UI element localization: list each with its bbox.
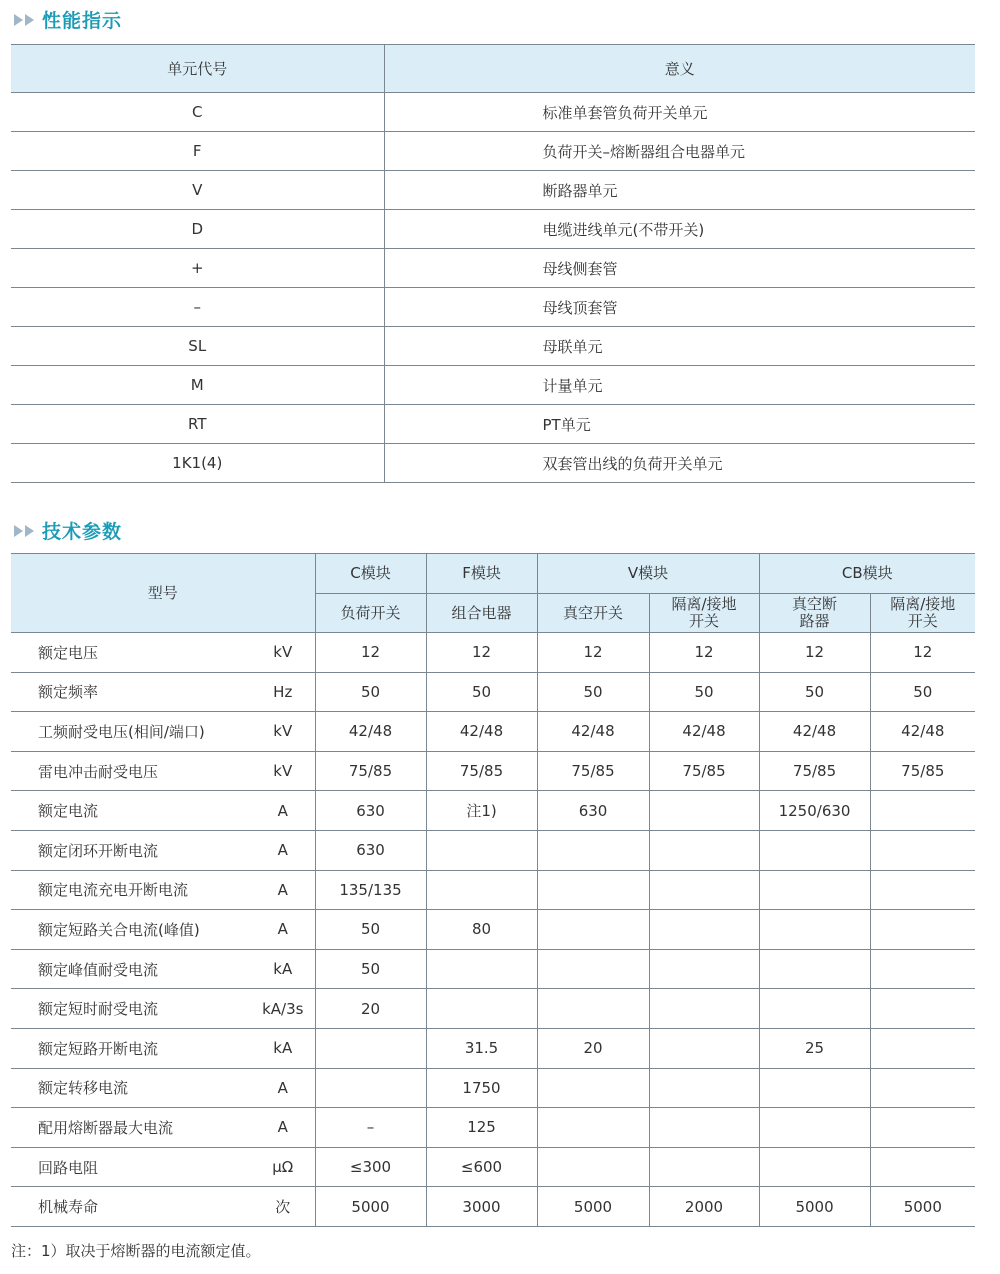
meaning-cell: 计量单元 — [384, 366, 975, 405]
param-unit-cell: A — [251, 1068, 315, 1108]
value-cell — [649, 1108, 759, 1148]
section-title-text: 性能指示 — [42, 10, 123, 32]
value-cell — [759, 1147, 870, 1187]
subheader-line: 组合电器 — [451, 603, 512, 622]
value-cell: 50 — [315, 910, 426, 950]
subheader-cell — [315, 594, 426, 633]
table-row — [11, 210, 975, 249]
value-cell: 50 — [870, 672, 975, 712]
value-cell — [759, 910, 870, 950]
value-cell: 31.5 — [426, 1028, 537, 1068]
value-cell: 50 — [315, 672, 426, 712]
table-row — [11, 249, 975, 288]
value-cell: 75/85 — [870, 751, 975, 791]
subheader-line: 路器 — [799, 612, 830, 630]
value-cell — [759, 989, 870, 1029]
value-cell: 42/48 — [426, 712, 537, 752]
unit-code-cell: F — [11, 132, 384, 171]
value-cell — [870, 791, 975, 831]
value-cell: 3000 — [426, 1187, 537, 1227]
header-model: 型号 — [11, 554, 315, 633]
unit-code-cell: 1K1(4) — [11, 444, 384, 483]
value-cell — [870, 1028, 975, 1068]
value-cell: 50 — [649, 672, 759, 712]
table-row — [11, 830, 975, 870]
table-row — [11, 1187, 975, 1227]
value-cell: 630 — [315, 830, 426, 870]
param-unit-cell: A — [251, 1108, 315, 1148]
value-cell: ≤600 — [426, 1147, 537, 1187]
param-name-cell: 配用熔断器最大电流 — [11, 1108, 251, 1148]
value-cell — [870, 989, 975, 1029]
subheader-line: 负荷开关 — [340, 603, 401, 622]
value-cell — [870, 830, 975, 870]
param-unit-cell: 次 — [251, 1187, 315, 1227]
section-title-tech-params — [14, 517, 122, 544]
value-cell: 630 — [537, 791, 649, 831]
subheader-cell — [759, 594, 870, 633]
param-name-cell: 额定闭环开断电流 — [11, 830, 251, 870]
value-cell — [649, 1068, 759, 1108]
section-title-performance — [14, 6, 122, 33]
meaning-cell: PT单元 — [384, 405, 975, 444]
value-cell — [649, 791, 759, 831]
param-name-cell: 工频耐受电压(相间/端口) — [11, 712, 251, 752]
table-row — [11, 910, 975, 950]
subheader-line: 隔离/接地 — [890, 595, 956, 613]
param-unit-cell: A — [251, 910, 315, 950]
value-cell — [870, 870, 975, 910]
value-cell: 20 — [537, 1028, 649, 1068]
value-cell — [649, 830, 759, 870]
subheader-line: 真空断 — [792, 595, 838, 613]
value-cell: 5000 — [315, 1187, 426, 1227]
value-cell — [759, 870, 870, 910]
value-cell — [759, 830, 870, 870]
value-cell: 注1) — [426, 791, 537, 831]
value-cell — [537, 910, 649, 950]
param-name-cell: 额定电压 — [11, 633, 251, 673]
value-cell: 50 — [537, 672, 649, 712]
param-name-cell: 雷电冲击耐受电压 — [11, 751, 251, 791]
table-row — [11, 949, 975, 989]
value-cell — [315, 1028, 426, 1068]
table-row — [11, 751, 975, 791]
value-cell — [426, 989, 537, 1029]
table-row — [11, 366, 975, 405]
value-cell: 75/85 — [649, 751, 759, 791]
param-unit-cell: Hz — [251, 672, 315, 712]
value-cell — [649, 989, 759, 1029]
unit-code-cell: + — [11, 249, 384, 288]
value-cell — [870, 949, 975, 989]
subheader-cell — [537, 594, 649, 633]
value-cell — [759, 1108, 870, 1148]
header-unit-code: 单元代号 — [11, 45, 384, 93]
double-arrow-icon — [14, 14, 34, 26]
subheader-line: 开关 — [689, 612, 720, 630]
subheader-line: 隔离/接地 — [671, 595, 737, 613]
value-cell: 80 — [426, 910, 537, 950]
param-name-cell: 回路电阻 — [11, 1147, 251, 1187]
value-cell: 25 — [759, 1028, 870, 1068]
value-cell: 42/48 — [759, 712, 870, 752]
unit-code-table — [11, 44, 975, 483]
meaning-cell: 负荷开关–熔断器组合电器单元 — [384, 132, 975, 171]
meaning-cell: 双套管出线的负荷开关单元 — [384, 444, 975, 483]
table-row — [11, 288, 975, 327]
header-group-v: V模块 — [537, 554, 759, 594]
tech-params-table — [11, 553, 975, 1227]
subheader-line: 开关 — [907, 612, 938, 630]
table-row — [11, 405, 975, 444]
table-row — [11, 327, 975, 366]
footnote: 注：1）取决于熔断器的电流额定值。 — [11, 1242, 261, 1260]
value-cell: 12 — [649, 633, 759, 673]
table-row — [11, 1068, 975, 1108]
table-row — [11, 672, 975, 712]
table-row — [11, 791, 975, 831]
value-cell: 5000 — [759, 1187, 870, 1227]
meaning-cell: 电缆进线单元(不带开关) — [384, 210, 975, 249]
table-row — [11, 1147, 975, 1187]
value-cell — [649, 1147, 759, 1187]
table-row — [11, 633, 975, 673]
value-cell: 42/48 — [537, 712, 649, 752]
unit-code-cell: V — [11, 171, 384, 210]
value-cell: 75/85 — [315, 751, 426, 791]
meaning-cell: 母线侧套管 — [384, 249, 975, 288]
value-cell — [426, 830, 537, 870]
value-cell: 125 — [426, 1108, 537, 1148]
param-name-cell: 额定电流 — [11, 791, 251, 831]
subheader-cell — [870, 594, 975, 633]
value-cell: 75/85 — [537, 751, 649, 791]
value-cell — [537, 830, 649, 870]
table-row — [11, 171, 975, 210]
param-name-cell: 额定短时耐受电流 — [11, 989, 251, 1029]
value-cell — [537, 870, 649, 910]
header-group-c: C模块 — [315, 554, 426, 594]
value-cell — [537, 949, 649, 989]
value-cell: 12 — [426, 633, 537, 673]
value-cell — [649, 870, 759, 910]
header-meaning: 意义 — [384, 45, 975, 93]
value-cell: – — [315, 1108, 426, 1148]
unit-code-cell: D — [11, 210, 384, 249]
meaning-cell: 母联单元 — [384, 327, 975, 366]
value-cell: 75/85 — [426, 751, 537, 791]
value-cell: 12 — [537, 633, 649, 673]
param-unit-cell: kV — [251, 751, 315, 791]
value-cell — [759, 1068, 870, 1108]
section-title-text: 技术参数 — [42, 521, 123, 543]
subheader-cell — [426, 594, 537, 633]
header-group-f: F模块 — [426, 554, 537, 594]
value-cell: 42/48 — [315, 712, 426, 752]
unit-code-cell: C — [11, 93, 384, 132]
value-cell — [649, 1028, 759, 1068]
value-cell: 630 — [315, 791, 426, 831]
unit-code-cell: – — [11, 288, 384, 327]
param-unit-cell: kA — [251, 949, 315, 989]
param-unit-cell: kV — [251, 633, 315, 673]
meaning-cell: 标准单套管负荷开关单元 — [384, 93, 975, 132]
table-row — [11, 1028, 975, 1068]
value-cell: 12 — [759, 633, 870, 673]
meaning-cell: 母线顶套管 — [384, 288, 975, 327]
unit-code-cell: RT — [11, 405, 384, 444]
param-unit-cell: kA — [251, 1028, 315, 1068]
value-cell — [649, 910, 759, 950]
value-cell: 2000 — [649, 1187, 759, 1227]
value-cell: 42/48 — [649, 712, 759, 752]
value-cell: 50 — [426, 672, 537, 712]
value-cell — [870, 910, 975, 950]
param-name-cell: 额定频率 — [11, 672, 251, 712]
param-name-cell: 额定电流充电开断电流 — [11, 870, 251, 910]
param-name-cell: 额定短路开断电流 — [11, 1028, 251, 1068]
value-cell: 20 — [315, 989, 426, 1029]
value-cell: ≤300 — [315, 1147, 426, 1187]
value-cell — [537, 989, 649, 1029]
param-unit-cell: A — [251, 830, 315, 870]
value-cell — [870, 1068, 975, 1108]
meaning-cell: 断路器单元 — [384, 171, 975, 210]
header-group-cb: CB模块 — [759, 554, 975, 594]
value-cell: 5000 — [537, 1187, 649, 1227]
param-name-cell: 额定转移电流 — [11, 1068, 251, 1108]
value-cell — [870, 1108, 975, 1148]
value-cell — [649, 949, 759, 989]
value-cell — [537, 1108, 649, 1148]
param-name-cell: 额定峰值耐受电流 — [11, 949, 251, 989]
param-name-cell: 额定短路关合电流(峰值) — [11, 910, 251, 950]
double-arrow-icon — [14, 525, 34, 537]
param-name-cell: 机械寿命 — [11, 1187, 251, 1227]
value-cell — [426, 870, 537, 910]
table-row — [11, 444, 975, 483]
value-cell: 12 — [315, 633, 426, 673]
param-unit-cell: kA/3s — [251, 989, 315, 1029]
unit-code-cell: SL — [11, 327, 384, 366]
param-unit-cell: kV — [251, 712, 315, 752]
value-cell — [537, 1147, 649, 1187]
value-cell — [537, 1068, 649, 1108]
table-row — [11, 989, 975, 1029]
table-row — [11, 132, 975, 171]
value-cell — [870, 1147, 975, 1187]
table-row — [11, 93, 975, 132]
value-cell: 50 — [759, 672, 870, 712]
subheader-cell — [649, 594, 759, 633]
value-cell — [315, 1068, 426, 1108]
value-cell: 135/135 — [315, 870, 426, 910]
table-row — [11, 870, 975, 910]
subheader-line: 真空开关 — [563, 603, 624, 622]
value-cell: 50 — [315, 949, 426, 989]
value-cell: 42/48 — [870, 712, 975, 752]
value-cell: 12 — [870, 633, 975, 673]
value-cell — [759, 949, 870, 989]
unit-code-cell: M — [11, 366, 384, 405]
param-unit-cell: μΩ — [251, 1147, 315, 1187]
value-cell: 5000 — [870, 1187, 975, 1227]
param-unit-cell: A — [251, 791, 315, 831]
value-cell — [426, 949, 537, 989]
param-unit-cell: A — [251, 870, 315, 910]
table-row — [11, 1108, 975, 1148]
value-cell: 1750 — [426, 1068, 537, 1108]
value-cell: 75/85 — [759, 751, 870, 791]
table-row — [11, 712, 975, 752]
value-cell: 1250/630 — [759, 791, 870, 831]
